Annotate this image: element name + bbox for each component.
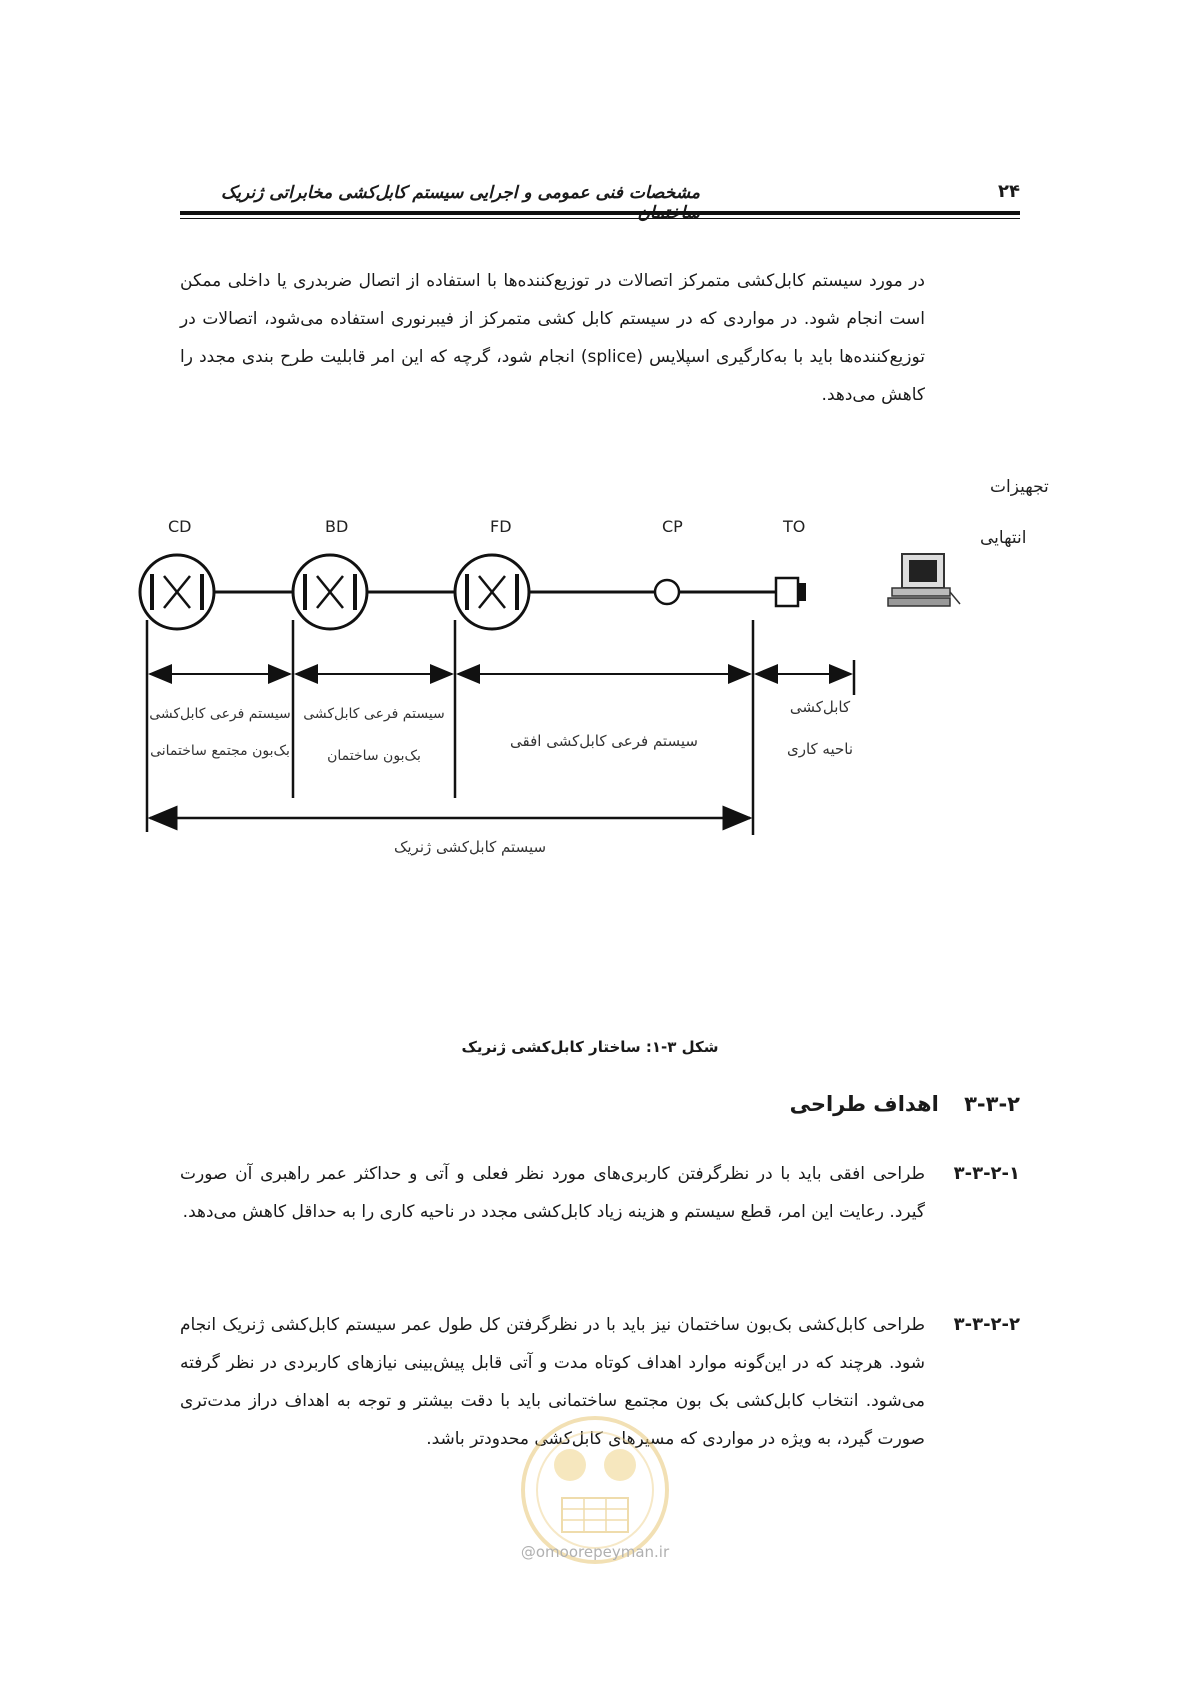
to-outlet-icon — [776, 578, 806, 606]
terminal-equipment-label-2: انتهایی — [980, 528, 1027, 548]
node-label-to: TO — [783, 517, 806, 536]
page-number: ۲۴ — [998, 181, 1020, 202]
generic-cabling-diagram — [130, 477, 1049, 940]
fd-distributor-icon — [455, 555, 529, 629]
segment-label-campus-1: سیستم فرعی کابل‌کشی — [149, 706, 291, 722]
figure-caption: شکل ۳-۱: ساختار کابل‌کشی ژنریک — [461, 1038, 719, 1056]
header-rule-thin — [180, 218, 1020, 219]
watermark-url: @omoorepeyman.ir — [520, 1543, 670, 1561]
segment-label-building-2: بک‌بون ساختمان — [327, 748, 421, 764]
cd-distributor-icon — [140, 555, 214, 629]
item-number: ۳-۳-۲-۱ — [953, 1163, 1020, 1184]
node-label-fd: FD — [490, 517, 512, 536]
section-number: ۳-۳-۲ — [964, 1092, 1020, 1116]
terminal-equipment-label-1: تجهیزات — [990, 477, 1049, 497]
running-header-title: مشخصات فنی عمومی و اجرایی سیستم کابل‌کشی مخابراتی ژنریک — [221, 183, 700, 203]
header-rule-thick — [180, 211, 1020, 215]
item-text: طراحی افقی باید با در نظرگرفتن کاربری‌های مورد نظر فعلی و آتی و حداکثر عمر راهبری آن صورت گیرد. رعایت این امر، قطع سیستم و هزینه زیاد کابل‌کشی مجدد در ناحیه کاری را به حداقل کاهش می‌دهد. — [180, 1164, 925, 1222]
list-item — [180, 1155, 1020, 1231]
item-number: ۳-۳-۲-۲ — [953, 1314, 1020, 1335]
section-title: اهداف طراحی — [789, 1092, 939, 1116]
intro-paragraph: در مورد سیستم کابل‌کشی متمرکز اتصالات در توزیع‌کننده‌ها با استفاده از اتصال ضربدری یا داخلی ممکن است انجام شود. در مواردی که در سیستم کابل کشی متمرکز از فیبرنوری استفاده می‌شود، اتصالات در توزیع‌کننده‌ها باید با به‌کارگیری اسپلایس (splice) انجام شود، گرچه که این امر قابلیت طرح بندی مجدد را کاهش می‌دهد. — [180, 271, 926, 405]
item-text: طراحی کابل‌کشی بک‌بون ساختمان نیز باید با در نظرگرفتن کل طول عمر سیستم کابل‌کشی ژنریک انجام شود. هرچند که در این‌گونه موارد اهداف کوتاه مدت و آتی قابل پیش‌بینی نیازهای کاربردی در نظر گرفته می‌شود. انتخاب کابل‌کشی بک بون مجتمع ساختمانی باید با دقت بیشتر و توجه به اهداف دراز مدت‌تری صورت گیرد، به ویژه در مواردی که مسیرهای کابل‌کشی محدودتر باشد. — [180, 1315, 925, 1449]
segment-label-work-area-1: کابل‌کشی — [789, 698, 851, 716]
segment-label-work-area-2: ناحیه کاری — [786, 740, 854, 758]
overall-system-label: سیستم کابل‌کشی ژنریک — [393, 838, 547, 856]
computer-terminal-icon — [888, 554, 960, 606]
node-label-cp: CP — [662, 517, 683, 536]
section-heading — [600, 1092, 1020, 1116]
cp-consolidation-point-icon — [655, 580, 679, 604]
bd-distributor-icon — [293, 555, 367, 629]
node-label-cd: CD — [168, 517, 192, 536]
node-label-bd: BD — [325, 517, 349, 536]
segment-label-campus-2: بک‌بون مجتمع ساختمانی — [150, 743, 290, 759]
segment-label-horizontal: سیستم فرعی کابل‌کشی افقی — [510, 732, 698, 750]
segment-label-building-1: سیستم فرعی کابل‌کشی — [303, 706, 445, 722]
